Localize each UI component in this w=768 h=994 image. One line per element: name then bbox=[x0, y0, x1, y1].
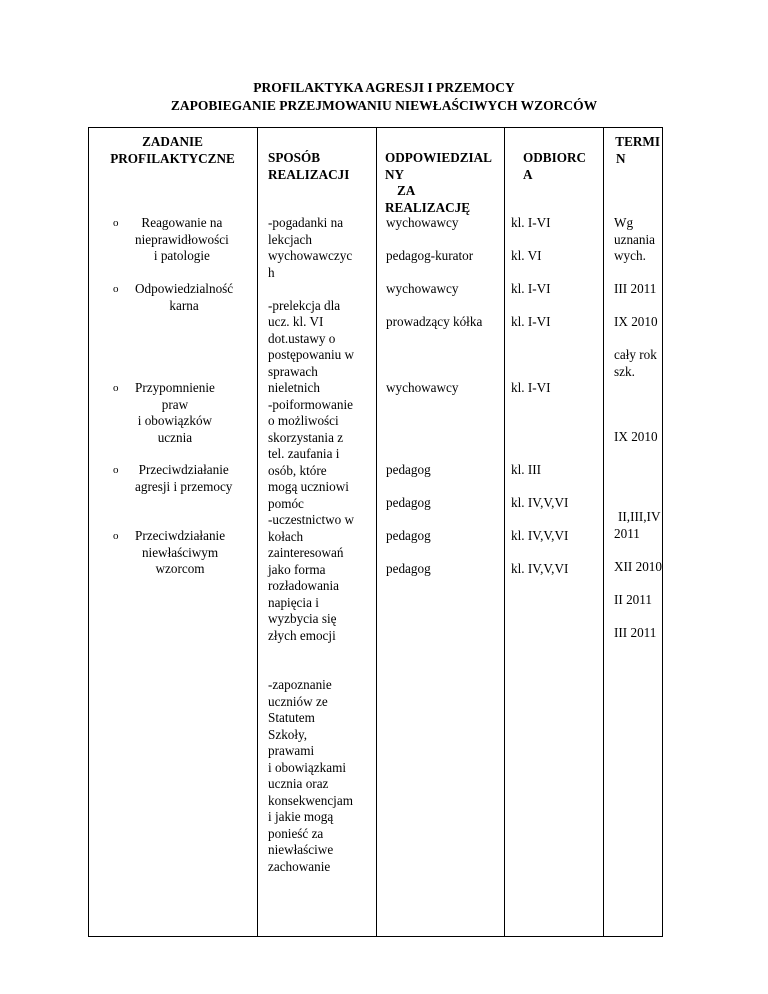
document-title-line-2: ZAPOBIEGANIE PRZEJMOWANIU NIEWŁAŚCIWYCH WZORCÓW bbox=[170, 98, 598, 113]
bullet-icon: o bbox=[113, 530, 119, 542]
odpowiedzialny-cell: pedagog-kurator bbox=[386, 248, 474, 263]
odbiorca-cell: kl. I-VI bbox=[511, 281, 551, 296]
sposob-text-block-2: -zapoznanie uczniów ze Statutem Szkoły, prawami i obowiązkami ucznia oraz konsekwencjam i jakie mogą ponieść za niewłaściwe zachowanie bbox=[268, 677, 353, 874]
odpowiedzialny-cell: pedagog bbox=[386, 462, 431, 477]
odbiorca-cell: kl. I-VI bbox=[511, 380, 551, 395]
column-divider bbox=[376, 127, 377, 937]
zadanie-item: Przeciwdziałanie agresji i przemocy bbox=[135, 462, 233, 494]
termin-cell: cały rok szk. bbox=[614, 347, 657, 379]
odbiorca-cell: kl. III bbox=[511, 462, 542, 477]
bullet-icon: o bbox=[113, 283, 119, 295]
bullet-icon: o bbox=[113, 382, 119, 394]
odpowiedzialny-cell: pedagog bbox=[386, 561, 431, 576]
termin-cell: IX 2010 bbox=[614, 429, 658, 444]
odbiorca-cell: kl. VI bbox=[511, 248, 542, 263]
odpowiedzialny-cell: pedagog bbox=[386, 495, 431, 510]
odpowiedzialny-cell: wychowawcy bbox=[386, 380, 459, 395]
column-divider bbox=[603, 127, 604, 937]
header-sposob: SPOSÓB REALIZACJI bbox=[268, 150, 350, 182]
odpowiedzialny-cell: pedagog bbox=[386, 528, 431, 543]
odbiorca-cell: kl. IV,V,VI bbox=[511, 561, 569, 576]
column-divider bbox=[504, 127, 505, 937]
odbiorca-cell: kl. IV,V,VI bbox=[511, 495, 569, 510]
termin-cell: II,III,IV 2011 bbox=[614, 509, 661, 541]
termin-cell: III 2011 bbox=[614, 281, 657, 296]
header-termin: TERMI N bbox=[615, 134, 660, 166]
odbiorca-cell: kl. I-VI bbox=[511, 215, 551, 230]
odbiorca-cell: kl. IV,V,VI bbox=[511, 528, 569, 543]
zadanie-item: Przeciwdziałanie niewłaściwym wzorcom bbox=[135, 528, 226, 576]
termin-cell: IX 2010 bbox=[614, 314, 658, 329]
odpowiedzialny-cell: prowadzący kółka bbox=[386, 314, 483, 329]
termin-cell: XII 2010 bbox=[614, 559, 662, 574]
termin-cell: Wg uznania wych. bbox=[614, 215, 656, 263]
termin-cell: III 2011 bbox=[614, 625, 657, 640]
document-title-line-1: PROFILAKTYKA AGRESJI I PRZEMOCY bbox=[253, 80, 515, 95]
sposob-text-block: -pogadanki na lekcjach wychowawczyc h -prelekcja dla ucz. kl. VI dot.ustawy o postępowaniu w sprawach nieletnich -poiformowanie o możliwości skorzystania z tel. zaufania i osób, które mogą uczniowi pomóc -uczestnictwo w kołach zainteresowań jako forma rozładowania napięcia i wyzbycia się złych emocji bbox=[268, 215, 355, 643]
header-odpowiedzialny: ODPOWIEDZIAL NY ZA REALIZACJĘ bbox=[385, 150, 492, 215]
odpowiedzialny-cell: wychowawcy bbox=[386, 215, 459, 230]
bullet-icon: o bbox=[113, 464, 119, 476]
termin-cell: II 2011 bbox=[614, 592, 652, 607]
bullet-icon: o bbox=[113, 217, 119, 229]
column-divider bbox=[257, 127, 258, 937]
zadanie-item: Przypomnienie praw i obowiązków ucznia bbox=[135, 380, 215, 445]
zadanie-item: Reagowanie na nieprawidłowości i patologie bbox=[135, 215, 229, 263]
header-zadanie: ZADANIE PROFILAKTYCZNE bbox=[110, 134, 235, 166]
zadanie-item: Odpowiedzialność karna bbox=[135, 281, 234, 313]
odpowiedzialny-cell: wychowawcy bbox=[386, 281, 459, 296]
header-odbiorca: ODBIORC A bbox=[523, 150, 587, 182]
odbiorca-cell: kl. I-VI bbox=[511, 314, 551, 329]
